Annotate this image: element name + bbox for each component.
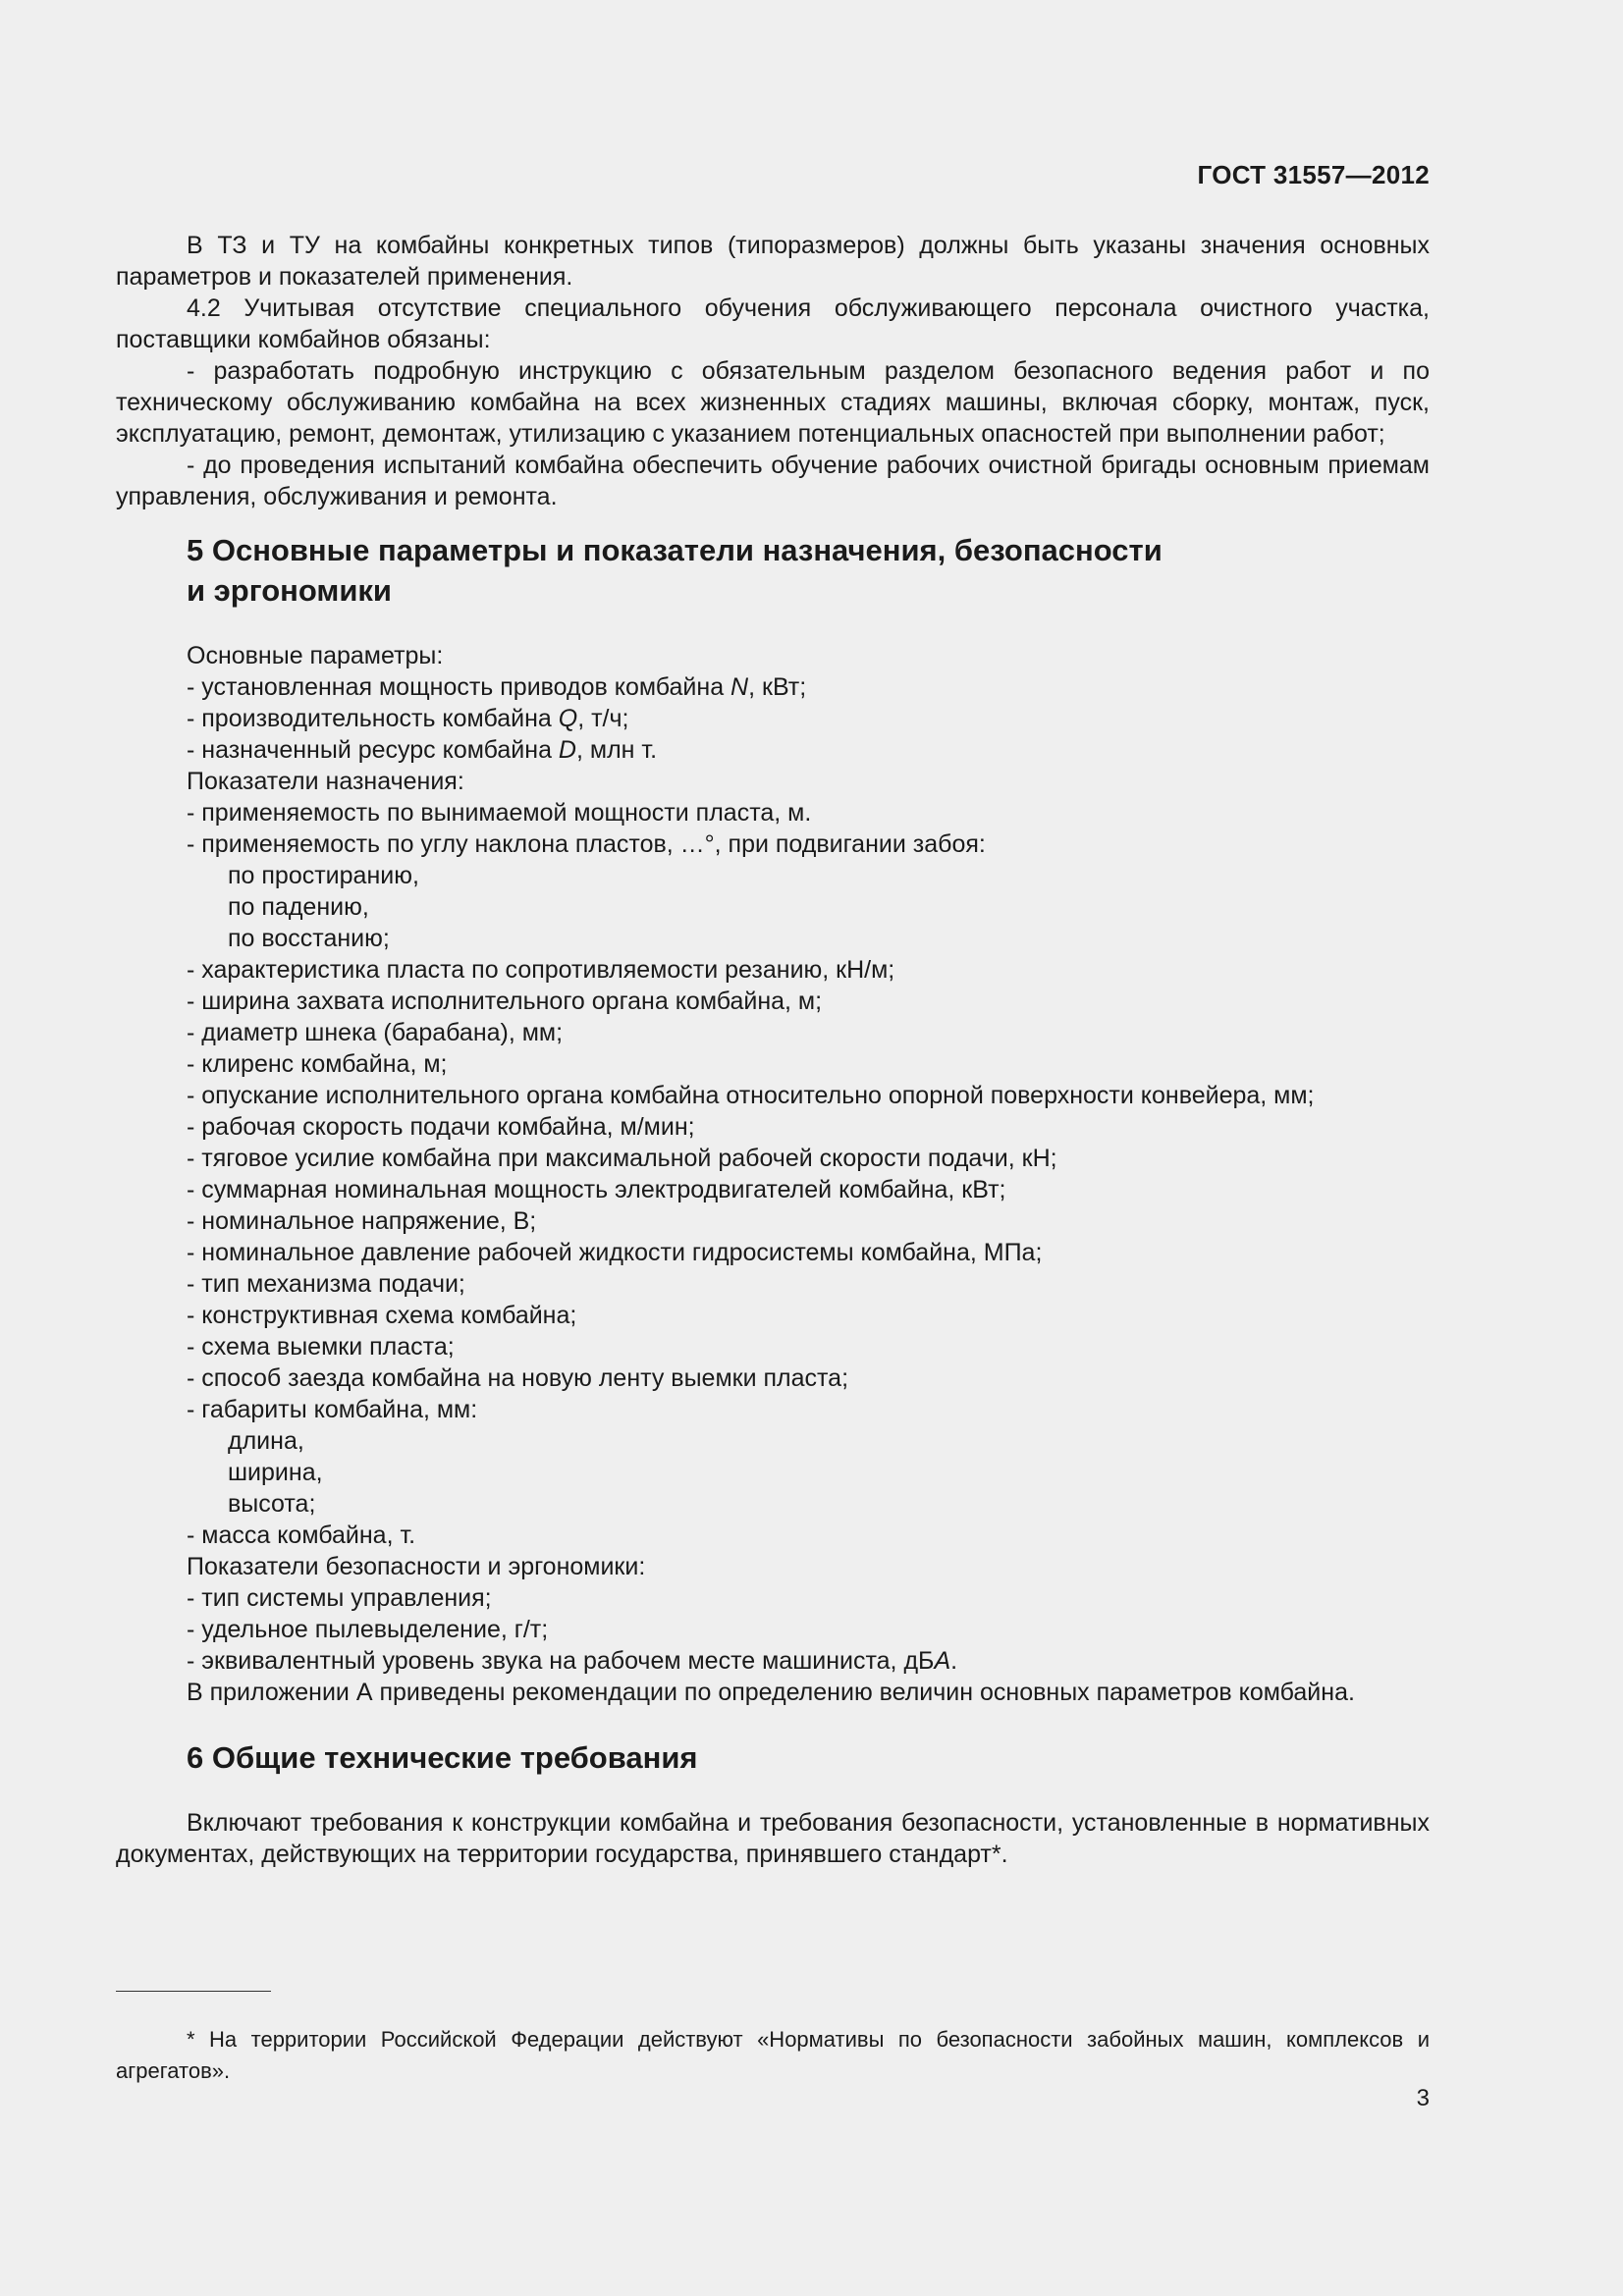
list-item: - применяемость по вынимаемой мощности пласта, м. [187,799,812,827]
footnote-divider [116,1991,271,1992]
list-item: - рабочая скорость подачи комбайна, м/мин; [187,1113,695,1141]
main-content [116,230,1430,1870]
list-item: - диаметр шнека (барабана), мм; [187,1019,564,1046]
section-6-heading: 6 Общие технические требования [187,1740,698,1775]
list-item: - масса комбайна, т. [187,1522,416,1549]
list-item: - эквивалентный уровень звука на рабочем месте машиниста, дБА. [187,1647,958,1675]
clause-4-2: 4.2 Учитывая отсутствие специального обучения обслуживающего персонала очистного участка, поставщики комбайнов обязаны: [116,294,1430,353]
appendix-note: В приложении А приведены рекомендации по определению величин основных параметров комбайна. [187,1679,1355,1706]
list-item: - характеристика пласта по сопротивляемости резанию, кН/м; [187,956,895,984]
list-subitem: по восстанию; [228,925,390,952]
intro-paragraph: В ТЗ и ТУ на комбайны конкретных типов (типоразмеров) должны быть указаны значения основных параметров и показателей применения. [116,232,1430,291]
list-label: Показатели назначения: [187,768,464,795]
list-label: Основные параметры: [187,642,444,669]
obligation-item: - до проведения испытаний комбайна обеспечить обучение рабочих очистной бригады основным приемам управления, обслуживания и ремонта. [116,452,1430,510]
list-item: - назначенный ресурс комбайна D, млн т. [187,736,658,764]
footnote: * На территории Российской Федерации действуют «Нормативы по безопасности забойных машин, комплексов и агрегатов». [116,2027,1430,2083]
list-subitem: по простиранию, [228,862,419,889]
list-item: - тяговое усилие комбайна при максимальной рабочей скорости подачи, кН; [187,1145,1057,1172]
list-subitem: по падению, [228,893,369,921]
list-item: - ширина захвата исполнительного органа комбайна, м; [187,988,823,1015]
list-item: - установленная мощность приводов комбайна N, кВт; [187,673,807,701]
list-item: - тип системы управления; [187,1584,492,1612]
obligation-item: - разработать подробную инструкцию с обязательным разделом безопасного ведения работ и по техническому обслуживанию комбайна на всех жизненных стадиях машины, включая сборку, монтаж, пуск, эксплуатацию, ремонт, демонтаж, утилизацию с указанием потенциальных опасностей при выполнении работ; [116,357,1430,448]
page-number: 3 [1416,2085,1430,2111]
section-title-line: и эргономики [187,573,392,608]
list-item: - способ заезда комбайна на новую ленту выемки пласта; [187,1364,849,1392]
list-item: - схема выемки пласта; [187,1333,455,1361]
list-label: Показатели безопасности и эргономики: [187,1553,646,1580]
list-item: - номинальное напряжение, В; [187,1207,537,1235]
list-item: - суммарная номинальная мощность электродвигателей комбайна, кВт; [187,1176,1006,1203]
list-subitem: длина, [228,1427,304,1455]
document-header: ГОСТ 31557—2012 [1197,160,1430,189]
list-item: - клиренс комбайна, м; [187,1050,448,1078]
section-title-line: 5 Основные параметры и показатели назначения, безопасности [187,533,1163,567]
section-5-heading [116,530,1430,611]
list-item: - применяемость по углу наклона пластов, …°, при подвигании забоя: [187,830,986,858]
section-6-text: Включают требования к конструкции комбайна и требования безопасности, установленные в нормативных документах, действующих на территории государства, принявшего стандарт*. [116,1809,1430,1868]
list-item: - тип механизма подачи; [187,1270,465,1298]
list-item: - номинальное давление рабочей жидкости гидросистемы комбайна, МПа; [187,1239,1043,1266]
list-item: - удельное пылевыделение, г/т; [187,1616,549,1643]
list-item: - габариты комбайна, мм: [187,1396,478,1423]
list-item: - опускание исполнительного органа комбайна относительно опорной поверхности конвейера, мм; [187,1082,1315,1109]
list-subitem: ширина, [228,1459,323,1486]
list-item: - производительность комбайна Q, т/ч; [187,705,629,732]
list-subitem: высота; [228,1490,316,1518]
list-item: - конструктивная схема комбайна; [187,1302,577,1329]
